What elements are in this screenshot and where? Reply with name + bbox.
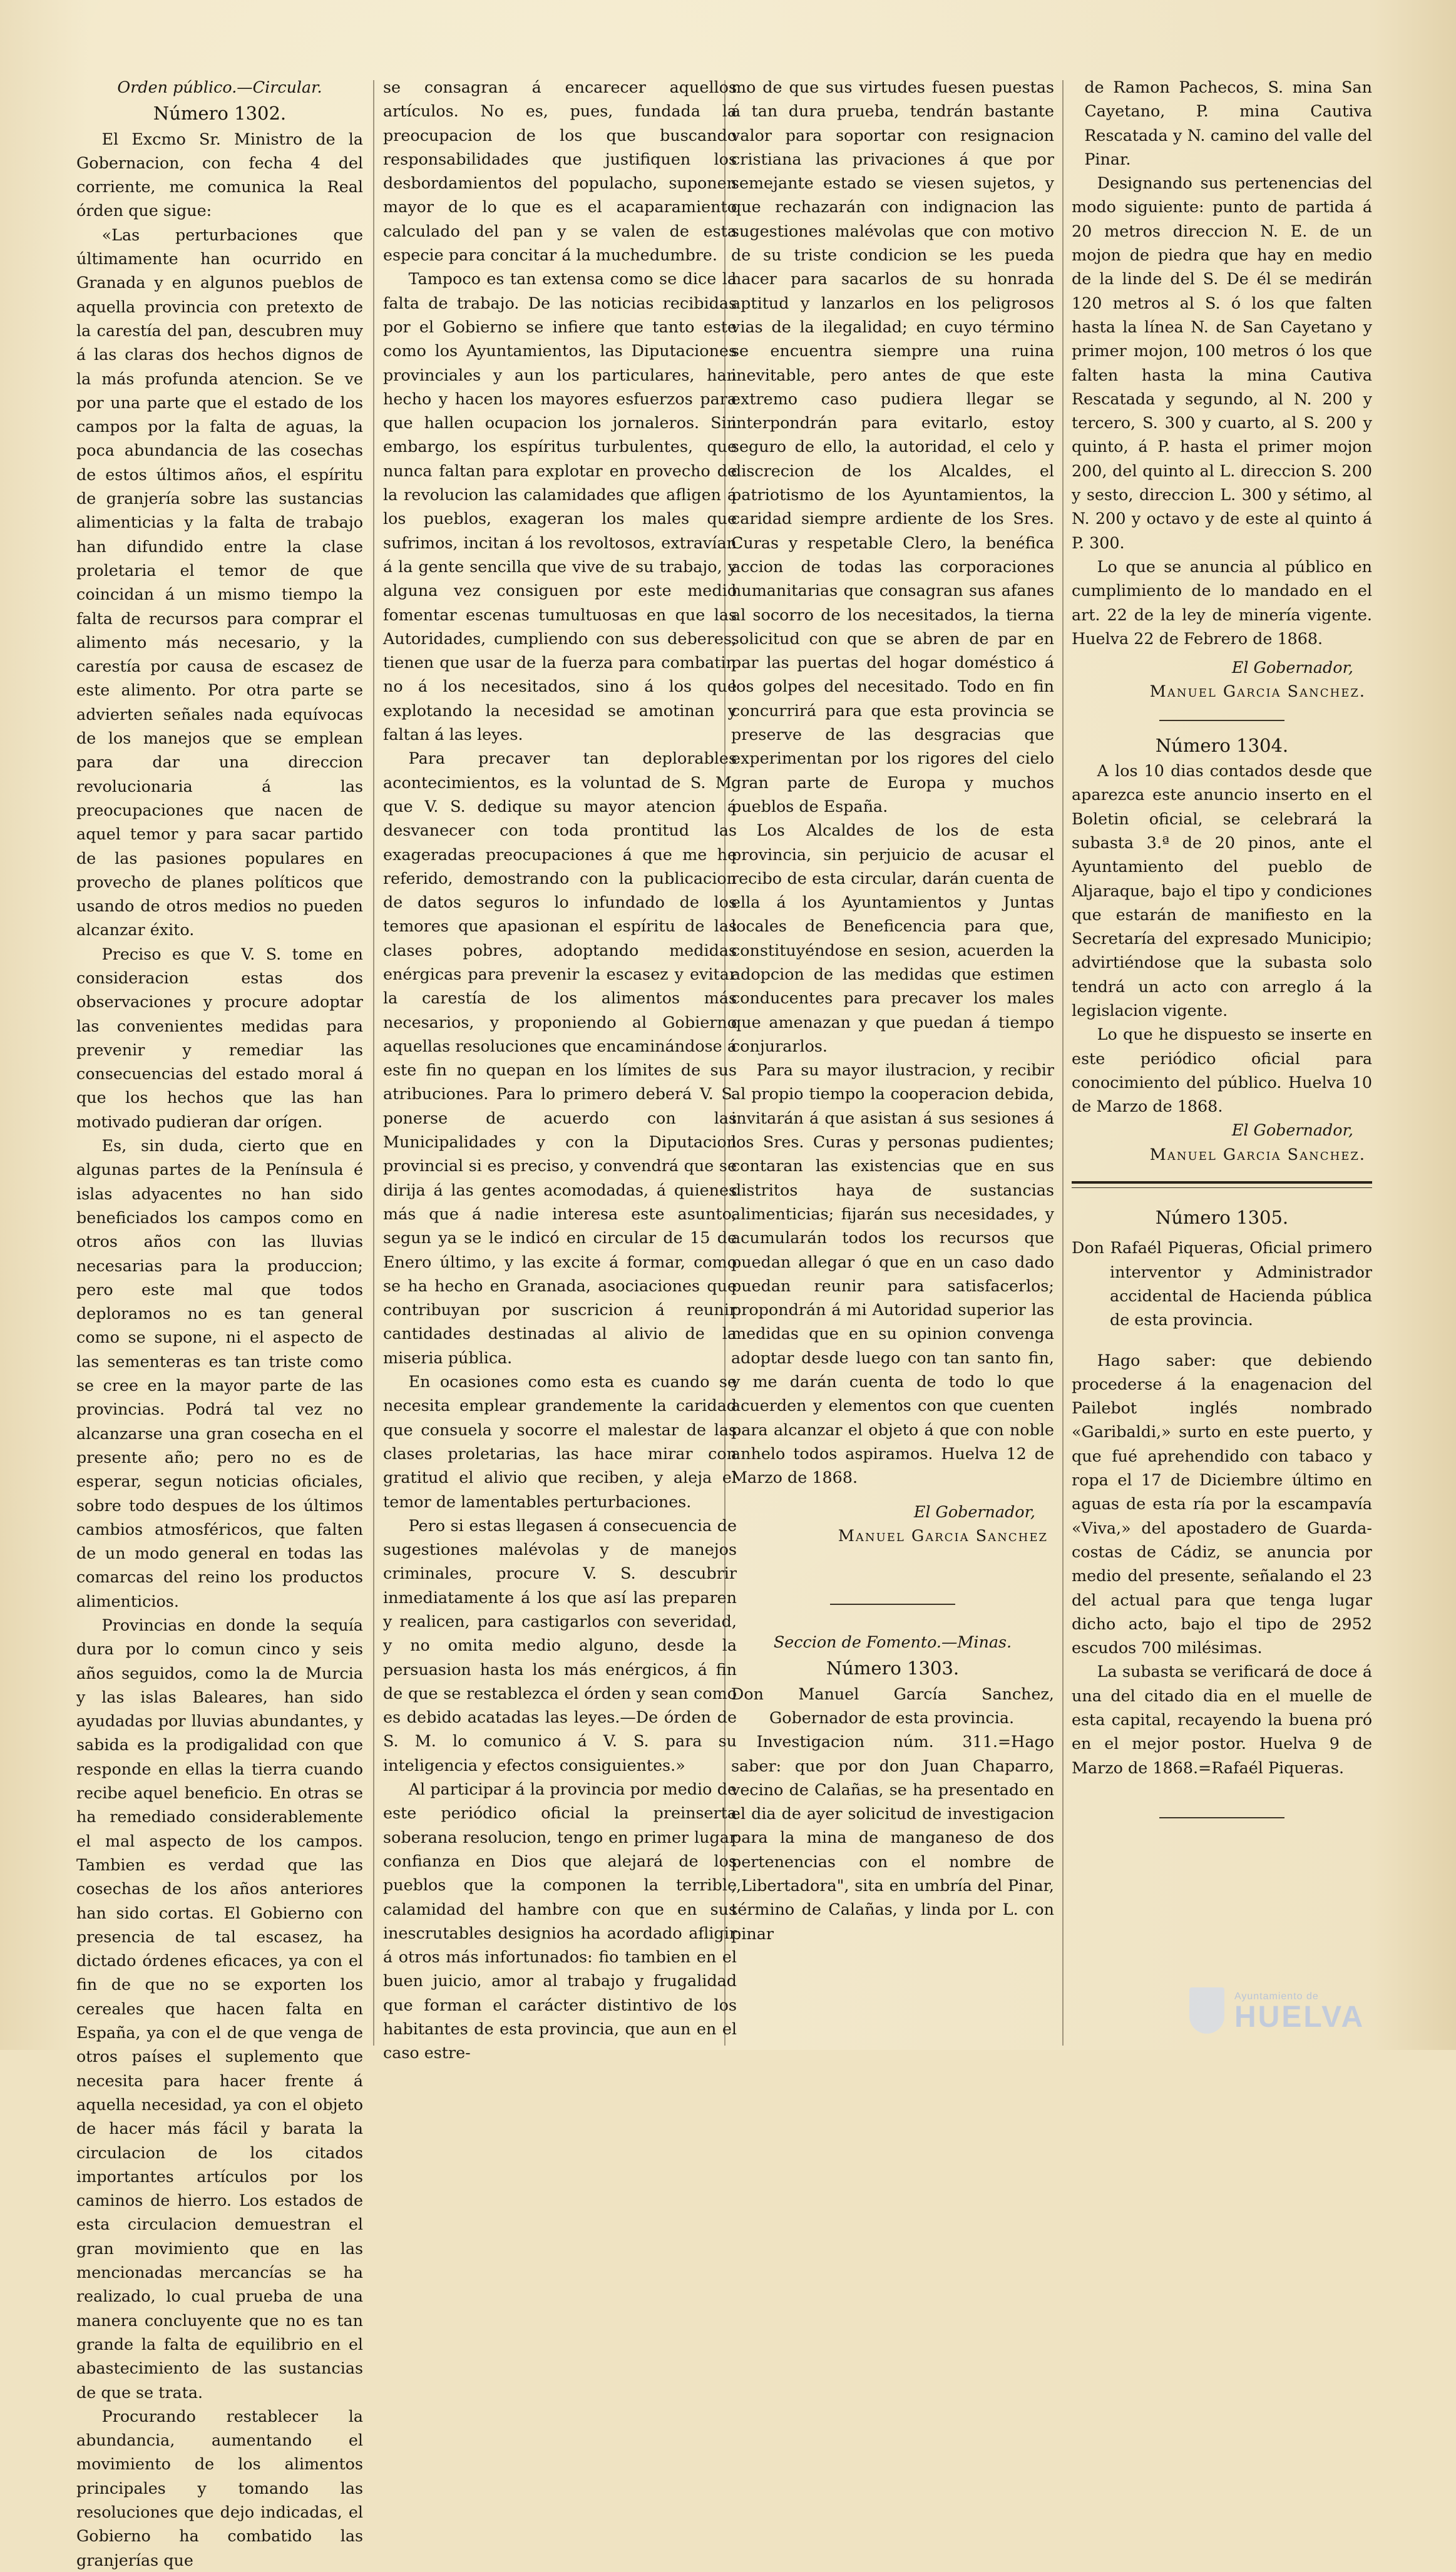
paragraph: En ocasiones como esta es cuando se necesita emplear grandemente la caridad que consuela y socorre el malestar de las clases proletarias, las hace mirar con gratitud el alivio que reciben, y aleja el temor de lamentables perturbaciones. (383, 1372, 737, 1511)
column-3 (731, 75, 1054, 1945)
announcement-header (1072, 1236, 1372, 1331)
paragraph: Lo que he dispuesto se inserte en este periódico oficial para conocimiento del público. Huelva 10 de Marzo de 1868. (1072, 1025, 1372, 1116)
notice-number: Número 1304. (1155, 734, 1289, 756)
notice-number: Número 1303. (826, 1657, 960, 1679)
signature-name: Manuel Garcia Sanchez. (1149, 682, 1366, 701)
paragraph: Para su mayor ilustracion, y recibir al propio tiempo la cooperacion debida, invitarán á que asistan á sus sesiones á los Sres. Curas y personas pudientes; contaran las existencias que en sus distritos haya de sustancias alimenticias; fijarán sus necesidades, y acumularán todos los recursos que puedan allegar ó que en un caso dado puedan reunir para satisfacerlos; propondrán á mi Autoridad superior las medidas que en su opinion convenga adoptar desde luego con tan santo fin, y me darán cuenta de todo lo que acuerden y elementos con que cuenten para alcanzar el objeto á que con noble anhelo todos aspiramos. Huelva 12 de Marzo de 1868. (731, 1060, 1054, 1487)
paragraph: Hago saber: que debiendo procederse á la enagenacion del Pailebot inglés nombrado «Garibaldi,» surto en este puerto, y que fué aprehendido con tabaco y ropa el 17 de Diciembre último en aguas de esta ría por la escampavía «Viva,» del apostadero de Guarda-costas de Cádiz, se anuncia por medio del presente, señalando el 23 del actual para que tenga lugar dicho acto, bajo el tipo de 2952 escudos 700 milésimas. (1072, 1350, 1372, 1657)
notice-number: Número 1305. (1155, 1207, 1289, 1229)
paragraph-continued: mo de que sus virtudes fuesen puestas á tan dura prueba, tendrán bastante valor para soportar con resignacion cristiana las privaciones á que por semejante estado se viesen sujetos, y que rechazarán con indignacion las sugestiones malévolas que con motivo de su triste condicion se les pueda hacer para sacarlos de su honrada aptitud y lanzarlos en los peligrosos vias de la ilegalidad; en cuyo término se encuentra siempre una ruina inevitable, pero antes de que este extremo caso pudiera llegar se interpondrán para evitarlo, estoy seguro de ello, la autoridad, el celo y discrecion de los Alcaldes, el patriotismo de los Ayuntamientos, la caridad siempre ardiente de los Sres. Curas y respetable Clero, la benéfica accion de todas las corporaciones humanitarias que consagran sus afanes al socorro de los necesitados, la tierna solicitud con que se abren de par en par las puertas del hogar doméstico á los golpes del necesitado. Todo en fin concurrirá para que esta provincia se preserve de las desgracias que experimentan por los rigores del cielo gran parte de Europa y muchos pueblos de España. (731, 78, 1054, 816)
column-rule (373, 80, 374, 2046)
divider (1159, 1817, 1284, 1818)
announcement-header-text: Don Rafaél Piqueras, Oficial primero interventor y Administrador accidental de Hacienda pública de esta provincia. (1072, 1238, 1372, 1330)
paragraph: Los Alcaldes de los de esta provincia, sin perjuicio de acusar el recibo de esta circular, darán cuenta de ella á los Ayuntamientos y Juntas locales de Beneficencia para que, constituyéndose en sesion, acuerden la adopcion de las medidas que estimen conducentes para precaver los males que amenazan y que puedan á tiempo conjurarlos. (731, 821, 1054, 1055)
column-2 (383, 75, 737, 2065)
column-4 (1072, 75, 1372, 1831)
paragraph: La subasta se verificará de doce á una del citado dia en el muelle de esta capital, recayendo la buena pró en el mejor postor. Huelva 9 de Marzo de 1868.=Rafaél Piqueras. (1072, 1662, 1372, 1777)
announcement-header (731, 1682, 1054, 1730)
coat-of-arms-icon (1189, 1987, 1224, 2034)
paragraph: Investigacion núm. 311.=Hago saber: que por don Juan Chaparro, vecino de Calañas, se ha presentado en el dia de ayer solicitud de investigacion para la mina de manganeso de dos pertenencias con el nombre de ,,Libertadora", sita en umbría del Pinar, término de Calañas, y linda por L. con pinar (731, 1732, 1054, 1943)
paragraph: «Las perturbaciones que últimamente han ocurrido en Granada y en algunos pueblos de aquella provincia con pretexto de la carestía del pan, descubren muy á las claras dos hechos dignos de la más profunda atencion. Se ve por una parte que el estado de los campos por la falta de aguas, la poca abundancia de las cosechas de estos últimos años, el espíritu de granjería sobre las sustancias alimenticias y la falta de trabajo han difundido entre la clase proletaria el temor de que coincidan á un mismo tiempo la falta de recursos para comprar el alimento más necesario, y la carestía por causa de escasez de este alimento. Por otra parte se advierten señales nada equívocas de los manejos que se emplean para dar una direccion revolucionaria á las preocupaciones que nacen de aquel temor y para sacar partido de las pasiones populares en provecho de planes políticos que usando de otros medios no pueden alcanzar éxito. (76, 225, 363, 940)
announcement-header-text: Don Manuel García Sanchez, Gobernador de esta provincia. (731, 1684, 1054, 1727)
paragraph: Designando sus pertenencias del modo siguiente: punto de partida á 20 metros direccion N. E. de un mojon de piedra que hay en medio de la linde del S. De él se medirán 120 metros al S. ó los que falten hasta la línea N. de San Cayetano y primer mojon, 100 metros ó los que falten hasta la mina Cautiva Rescatada y segundo, al N. 200 y tercero, S. 300 y cuarto, al S. 200 y quinto, á P. hasta el primer mojon 200, del quinto al L. direccion S. 200 y sesto, direccion L. 300 y sétimo, al N. 200 y octavo y de este al quinto á P. 300. (1072, 173, 1372, 552)
watermark-subtitle: Ayuntamiento de (1234, 1991, 1319, 2002)
paragraph: Es, sin duda, cierto que en algunas partes de la Península é islas adyacentes no han sido beneficiados los campos como en otros años con las lluvias necesarias para la produccion; pero este mal que todos deploramos no es tan general como se supone, ni el aspecto de las sementeras es tan triste como se cree en la mayor parte de las provincias. Podrá tal vez no alcanzarse una gran cosecha en el presente año; pero no es de esperar, segun noticias oficiales, sobre todo despues de los últimos cambios atmosféricos, que falten de un modo general en todas las comarcas del reino los productos alimenticios. (76, 1136, 363, 1611)
signature-title: El Gobernador, (1231, 658, 1353, 677)
paragraph-continued: de Ramon Pachecos, S. mina San Cayetano, P. mina Cautiva Rescatada y N. camino del valle del Pinar. (1084, 78, 1372, 168)
paragraph: Pero si estas llegasen á consecuencia de sugestiones malévolas y de manejos criminales, procure V. S. descubrir inmediatamente á los que así las preparen y realicen, para castigarlos con severidad, y no omita medio alguno, desde la persuasion hasta los más enérgicos, á fin de que se restablezca el órden y sean como es debido acatadas las leyes.—De órden de S. M. lo comunico á V. S. para su inteligencia y efectos consiguientes.» (383, 1515, 737, 1775)
double-divider (1072, 1181, 1372, 1188)
paragraph: Tampoco es tan extensa como se dice la falta de trabajo. De las noticias recibidas por el Gobierno se infiere que tanto este como los Ayuntamientos, las Diputaciones provinciales y aun los particulares, han hecho y hacen los mayores esfuerzos para que hallen ocupacion los jornaleros. Sin embargo, los espíritus turbulentes, que nunca faltan para explotar en provecho de la revolucion las calamidades que afligen á los pueblos, exageran los males que sufrimos, incitan á los revoltosos, extravían á la gente sencilla que vive de su trabajo, y alguna vez consiguen por este medio fomentar escenas tumultuosas en que las Autoridades, cumpliendo con sus deberes, tienen que usar de la fuerza para combatir, no á los necesitados, sino á los que explotando la necesidad se amotinan y faltan á las leyes. (383, 269, 737, 744)
notice-number: Número 1302. (153, 103, 287, 125)
paragraph: Preciso es que V. S. tome en consideracion estas dos observaciones y procure adoptar las convenientes medidas para prevenir y remediar las consecuencias del estado moral á que los hechos que las han motivado pudieran dar orígen. (76, 944, 363, 1131)
paragraph: A los 10 dias contados desde que aparezca este anuncio inserto en el Boletin oficial, se celebrará la subasta 3.ª de 20 pinos, ante el Ayuntamiento del pueblo de Aljaraque, bajo el tipo y condiciones que estarán de manifiesto en la Secretaría del expresado Municipio; advirtiéndose que la subasta solo tendrá un acto con arreglo á la legislacion vigente. (1072, 761, 1372, 1020)
paragraph: El Excmo Sr. Ministro de la Gobernacion, con fecha 4 del corriente, me comunica la Real órden que sigue: (76, 129, 363, 220)
paragraph: Provincias en donde la sequía dura por lo comun cinco y seis años seguidos, como la de Murcia y las islas Baleares, han sido ayudadas por lluvias abundantes, y sabida es la prodigalidad con que responde en ellas la tierra cuando recibe aquel beneficio. En otras se ha remediado considerablemente el mal aspecto de los campos. Tambien es verdad que las cosechas de los años anteriores han sido cortas. El Gobierno con presencia de tal escasez, ha dictado órdenes eficaces, ya con el fin de que no se exporten los cereales que hacen falta en España, ya con el de que venga de otros países el suplemento que necesita para hacer frente á aquella necesidad, ya con el objeto de hacer más fácil y barata la circulacion de los citados importantes artículos por los caminos de hierro. Los estados de esta circulacion demuestran el gran movimiento que en las mencionadas mercancías se ha realizado, lo cual prueba de una manera concluyente que no es tan grande la falta de equilibrio en el abastecimiento de las sustancias de que se trata. (76, 1616, 363, 2402)
signature-title: El Gobernador, (1231, 1120, 1353, 1140)
paragraph: Al participar á la provincia por medio de este periódico oficial la preinserta soberana resolucion, tengo en primer lugar confianza en Dios que alejará de los pueblos que la componen la terrible calamidad del hambre con que en sus inescrutables designios ha acordado afligir á otros más infortunados: fio tambien en el buen juicio, amor al trabajo y frugalidad que forman el carácter distintivo de los habitantes de esta provincia, que aun en el caso estre- (383, 1780, 737, 2062)
paragraph: Lo que se anuncia al público en cumplimiento de lo mandado en el art. 22 de la ley de minería vigente. Huelva 22 de Febrero de 1868. (1072, 556, 1372, 648)
divider (1159, 720, 1284, 721)
signature-name: Manuel Garcia Sanchez (838, 1525, 1048, 1545)
section-heading: Seccion de Fomento.—Minas. (773, 1632, 1012, 1652)
watermark-title: HUELVA (1234, 2001, 1365, 2034)
section-heading: Orden público.—Circular. (117, 78, 322, 96)
column-rule (1062, 80, 1064, 2046)
paragraph: Procurando restablecer la abundancia, aumentando el movimiento de los alimentos principales y tomando las resoluciones que dejo indicadas, el Gobierno ha combatido las granjerías que (76, 2406, 363, 2569)
signature-name: Manuel Garcia Sanchez. (1149, 1144, 1366, 1164)
paragraph-continued: se consagran á encarecer aquellos artículos. No es, pues, fundada la preocupacion de los que buscando responsabilidades que justifiquen los desbordamientos del populacho, suponen mayor de lo que es el acaparamiento calculado del pan y se valen de esta especie para concitar á la muchedumbre. (383, 78, 737, 265)
signature-title: El Gobernador, (913, 1502, 1035, 1521)
paragraph: Para precaver tan deplorables acontecimientos, es la voluntad de S. M. que V. S. dedique su mayor atencion á desvanecer con toda prontitud las exageradas preocupaciones á que me he referido, demostrando con la publicacion de datos seguros lo infundado de los temores que apasionan el espíritu de las clases pobres, adoptando medidas enérgicas para prevenir la escasez y evitar la carestía de los alimentos más necesarios, y proponiendo al Gobierno aquellas resoluciones que encaminándose á este fin no quepan en los límites de sus atribuciones. Para lo primero deberá V. S. ponerse de acuerdo con las Municipalidades y con la Diputacion provincial si es preciso, y convendrá que se dirija á las gentes acomodadas, á quienes más que á nadie interesa este asunto, segun ya se le indicó en circular de 15 de Enero último, y las excite á formar, como se ha hecho en Granada, asociaciones que contribuyan por suscricion á reunir cantidades destinadas al alivio de la miseria pública. (383, 749, 737, 1367)
continued-block (1072, 75, 1372, 171)
divider (830, 1604, 955, 1605)
archive-watermark (1189, 1987, 1365, 2037)
column-1 (76, 75, 363, 2572)
